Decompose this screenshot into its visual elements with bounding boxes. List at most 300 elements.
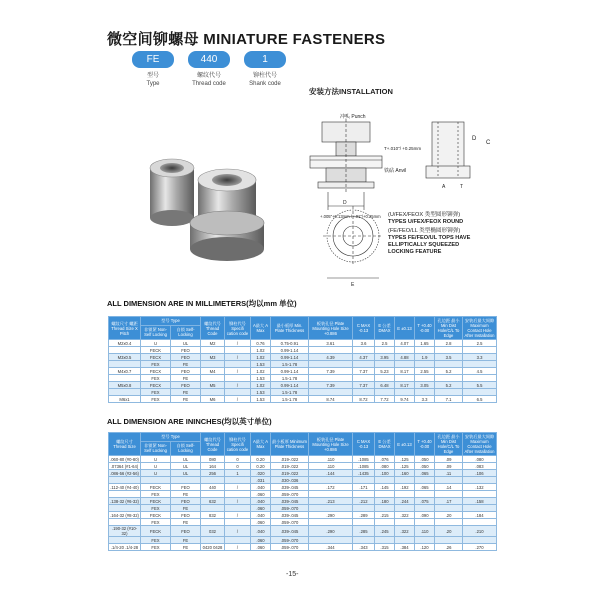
table-cell: FEO [171,382,201,389]
table-cell [309,347,353,354]
table-cell [463,361,497,368]
table-cell [201,389,225,396]
fastener-left [150,159,194,226]
table-cell [395,519,415,526]
table-cell: 0.99-1.14 [271,368,309,375]
table-cell: .110 [309,463,353,470]
table-cell [225,375,251,382]
table-row [109,526,497,537]
table-cell: .289 [353,512,375,519]
table-cell: 1.53 [251,361,271,368]
table-cell: FE [171,519,201,526]
table-cell: .138-32 (#6-32) [110,498,139,504]
table-cell: .039-.045 [271,526,309,537]
table-cell: .040 [251,498,271,505]
table-cell: .120 [415,544,435,551]
table-cell [435,519,463,526]
table-cell [225,537,251,544]
table-cell [463,375,497,382]
table-row [109,470,497,477]
table-row [109,361,497,368]
table-cell [109,375,141,382]
table-cell [375,491,395,498]
table-cell [415,537,435,544]
table-cell: 7.1 [435,396,463,403]
table-cell: FEO [171,347,201,354]
code-pill: FE [132,51,174,68]
table-cell: FEX [141,491,171,498]
table-cell: 9.74 [395,396,415,403]
table-cell: 440 [201,484,225,491]
table-cell: 632 [201,498,225,505]
table-cell: .060 [251,537,271,544]
table-cell: FE [171,544,201,551]
table-cell [109,491,141,498]
table-cell: 7.39 [309,368,353,375]
table-cell: .059-.070 [271,519,309,526]
table-cell: FEO [171,512,201,519]
table-cell: .086-56 (#2-56) [110,470,139,476]
table-cell [201,361,225,368]
table-cell: .100 [375,470,395,477]
table-cell: .059-.070 [271,544,309,551]
table-cell: .031 [251,477,271,484]
table-cell [109,519,141,526]
table-cell: M5 [201,382,225,389]
table-cell [201,519,225,526]
table-cell: / [225,544,251,551]
table-cell: / [225,354,251,361]
table-cell: .065 [415,484,435,491]
table-cell: .210 [463,526,497,537]
table-cell: FECK [141,347,171,354]
installation-title: 安装方法INSTALLATION [309,87,393,96]
table-cell [435,491,463,498]
table-cell: 4.37 [353,354,375,361]
table-cell: 3.3 [415,396,435,403]
table-cell: M5x0.8 [109,382,141,389]
table-cell: FEX [141,519,171,526]
table-cell [435,347,463,354]
table-cell [463,347,497,354]
table-cell: 2.5 [375,340,395,347]
d-tolerance-label: +.005"+0.13mm / -.01"/+0.25mm [320,214,381,219]
page-number: -15- [286,571,299,578]
table-cell [353,361,375,368]
table-row [109,463,497,470]
table-cell: 2.5 [463,340,497,347]
table-cell: .190-32 (#10-32) [109,526,141,537]
table-cell: 2.8 [435,340,463,347]
table-row [109,544,497,551]
table-cell: 1 [225,470,251,477]
table-cell: M3x0.5 [109,354,141,361]
table-cell [415,389,435,396]
table-cell [435,537,463,544]
table-cell: .1085 [353,463,375,470]
table-cell: .244 [395,498,415,505]
table-cell [201,491,225,498]
table-cell: FECX [141,368,171,375]
table-cell: .125 [395,456,415,463]
table-cell: .019-.022 [271,470,309,477]
table-cell [109,477,141,484]
table-cell: FECK [141,484,171,491]
table-cell: FE [171,389,201,396]
table-cell: UL [171,463,201,470]
table-cell: .060-80 (#0-80) [110,456,139,462]
table-cell: 8.74 [309,396,353,403]
table-cell: U [141,463,171,470]
table-cell [435,477,463,484]
anvil-label: 铁砧 Anvil [384,168,407,174]
table-cell [463,505,497,512]
table-cell [463,491,497,498]
table-cell [353,537,375,544]
table-cell [435,389,463,396]
table-cell [225,477,251,484]
code-shank: 1 铆柱代号 Shank code [244,51,286,88]
table-cell [353,375,375,382]
table-cell: .11 [435,470,463,477]
table-cell: M4x0.7 [109,368,141,375]
table-cell: .290 [309,512,353,519]
table-cell: .1435 [353,470,375,477]
table-cell [395,347,415,354]
table-cell: .065 [415,470,435,477]
table-cell: FE [171,375,201,382]
table-cell: FEX [141,505,171,512]
table-cell: UL [171,340,201,347]
table-cell: FEX [141,389,171,396]
table-row [109,491,497,498]
table-cell: 4.39 [309,354,353,361]
table-cell: .245 [375,526,395,537]
table-cell [415,505,435,512]
table-cell: 0.20 [251,456,271,463]
table-cell [141,477,171,484]
types-round-note: (U/FEX/FEOX 类型圆形铆弹) TYPES U/FEX/FEOX ROUND [388,212,464,225]
table-row [109,498,497,505]
table-cell: 8.17 [395,382,415,389]
table-cell: .059-.070 [271,537,309,544]
code-pill: 1 [244,51,286,68]
table-cell: / [225,396,251,403]
part-code-legend [132,51,286,88]
table-cell [225,505,251,512]
table-cell: 6.48 [375,382,395,389]
table-cell: 1.9 [415,354,435,361]
table-cell [353,519,375,526]
table-row [109,519,497,526]
table-cell: .059-.070 [271,491,309,498]
table-cell: .110 [309,456,353,463]
section-title-mm: ALL DIMENSION ARE IN MILLIMETERS(均以mm 单位) [107,299,297,308]
table-cell: 8.17 [395,368,415,375]
table-cell [109,347,141,354]
table-cell: .030-.036 [271,477,309,484]
dim-e: E [351,282,355,288]
table-cell: .039-.045 [271,484,309,491]
table-cell: 1.53 [251,396,271,403]
table-cell: FEX [141,396,171,403]
table-row [109,389,497,396]
table-cell: .17 [435,498,463,505]
table-cell: .160 [395,470,415,477]
table-cell [309,519,353,526]
table-cell [395,537,415,544]
table-cell [375,347,395,354]
table-cell: 832 [201,512,225,519]
table-cell: 3.3 [463,354,497,361]
table-cell [201,347,225,354]
code-type: FE 型号 Type [132,51,174,88]
punch-label: 冲头 Punch [340,114,366,120]
table-row [109,477,497,484]
table-cell: 7.37 [353,382,375,389]
table-cell: .080 [463,456,497,463]
table-cell: 8.72 [353,396,375,403]
table-cell: .20 [435,512,463,519]
table-cell: FECK [141,498,171,505]
table-cell [109,389,141,396]
table-cell [415,477,435,484]
table-cell [171,477,201,484]
table-cell: .158 [463,498,497,505]
table-cell [109,361,141,368]
table-cell [353,505,375,512]
table-cell: 5.5 [463,382,497,389]
table-cell: 256 [201,470,225,477]
table-cell: .343 [353,544,375,551]
table-row [109,347,497,354]
table-cell: .020 [251,470,271,477]
table-cell: M2x0.4 [109,340,141,347]
table-cell: 3.61 [309,340,353,347]
table-cell: / [225,484,251,491]
table-cell: .212 [353,498,375,505]
table-cell [395,375,415,382]
table-cell [375,505,395,512]
dim-t: T [460,184,464,190]
table-cell [309,389,353,396]
table-cell: .09 [435,463,463,470]
table-cell: / [225,340,251,347]
page-title: 微空间铆螺母 MINIATURE FASTENERS [107,31,386,48]
table-cell: .1085 [353,456,375,463]
table-cell: 3.95 [375,354,395,361]
table-cell: .14 [435,484,463,491]
fastener-right [190,169,264,261]
table-cell: M6 [201,396,225,403]
table-cell: M4 [201,368,225,375]
table-row [109,484,497,491]
table-cell: 4.5 [463,368,497,375]
table-cell: .285 [353,526,375,537]
table-cell: .315 [375,544,395,551]
table-cell: 1.02 [251,368,271,375]
table-cell: .07364 (#1-64) [109,463,141,470]
table-cell: .106 [463,470,497,477]
table-cell: 0.99-1.14 [271,347,309,354]
table-cell: 1.5-1.78 [271,396,309,403]
table-cell: .060 [251,519,271,526]
code-thread: 440 螺纹代号 Thread code [188,51,230,88]
inch-dimension-table: 螺纹尺寸 Thread Size 型号 Type 螺纹代号 Thread Code 铆柱代号 Specifi cation code A最大 A Max 最小板厚 Minimum Plate Thickness 板装孔径 Plate Mounting Hole Size +0.886 C MAX -0.13 E 公差 DMAX E ±0.13 T +0.40 -0.00 孔边距 最小 Min Dist Hole/C/L To Edge 安装后最大间隙 Maximum Contact Hole After Installation 非锁紧 Non-Self Locking 自锁 Self-Locking .060-80 (#0-80) U UL 080 0 0.20 .019-.022 .110 .1085 .076 .125 .050 .09 .080 .07364 (#1-64) U UL 164 0 0.20 .019-.022 .110 .1085 .080 .125 .050 .09 .083 .086-56 (#2-56) U UL 256 1 .020 .019-.022 .144 .1435 .100 .160 .065 .11 .106 .031 .030-.036 .112-40 (#4-40) FECK FEO 440 / .040 .039-.045 .172 .171 .145 .192 .065 .14 .132 FEX FE .060 .059-.070 .138-32 (#6-32) FECK FEO 632 / .040 .039-.045 .213 .212 .180 .244 .075 .17 .158 FEX FE .060 .059-.070 .164-32 (#8-32) FECK FEO 832 / .040 .039-.045 .290 .289 .215 .322 .090 .20 .184 FEX FE .060 .059-.070 .190-32 (#10-32) FECK FEO 032 / .040 .039-.045 .290 .285 .245 .322 .110 .20 .210 FEX FE .060 .059-.070 .1/4-20 .1/4-28 FEX FE 0420 0428 / .060 .059-.070 .344 .343 .315 .384 .120 .26 .270 [110,434,495,550]
table-cell: .060 [251,544,271,551]
section-title-in: ALL DIMENSION ARE ININCHES(均以英寸单位) [107,417,272,426]
table-cell [435,505,463,512]
table-cell: 3.5 [435,354,463,361]
table-cell: 3.6 [353,340,375,347]
table-cell: .322 [395,526,415,537]
table-cell: 5.2 [435,368,463,375]
table-cell: 0.75-0.91 [271,340,309,347]
table-cell [463,389,497,396]
table-cell: .125 [395,463,415,470]
table-cell [375,389,395,396]
table-cell [395,477,415,484]
table-cell: .060 [251,505,271,512]
table-cell [225,491,251,498]
table-cell: M2 [201,340,225,347]
table-cell [309,537,353,544]
table-cell [395,505,415,512]
table-cell: .172 [309,484,353,491]
table-cell: FEX [141,537,171,544]
d-label: D [343,200,347,206]
table-row [109,505,497,512]
table-cell: .112-40 (#4-40) [110,484,139,490]
table-cell: .040 [251,484,271,491]
table-cell [415,347,435,354]
table-cell: .290 [309,526,353,537]
table-cell: .076 [375,456,395,463]
table-cell: .384 [395,544,415,551]
table-cell: 4.88 [395,354,415,361]
table-cell [353,347,375,354]
table-cell: .059-.070 [271,505,309,512]
table-cell: 1.53 [251,375,271,382]
table-cell [463,519,497,526]
table-cell: UL [171,470,201,477]
table-row [109,368,497,375]
table-cell [463,537,497,544]
table-cell: .039-.045 [271,498,309,505]
table-row [109,396,497,403]
table-cell: 5.23 [375,368,395,375]
table-cell: .144 [309,470,353,477]
table-cell: .213 [309,498,353,505]
table-cell: 7.37 [353,368,375,375]
dim-c: C [486,140,491,146]
table-cell: / [225,382,251,389]
table-cell: FEX [141,544,171,551]
table-cell: U [141,470,171,477]
table-cell: FE [171,505,201,512]
table-cell: U [141,340,171,347]
table-cell [375,477,395,484]
table-row [109,537,497,544]
table-cell: .080 [375,463,395,470]
table-cell: 1.5-1.78 [271,389,309,396]
table-cell [353,389,375,396]
table-cell: .180 [375,498,395,505]
mm-dimension-table: 螺纹尺寸 螺距 Thread Size X Pitch 型号 Type 螺纹代号 Thread Code 铆柱代号 Specifi cation code A最大 A Max 最小板厚 Min. Plate Thickness 板装孔径 Plate Mounting Hole Size +0.886 C MAX -0.13 E 公差 DMAX E ±0.13 T +0.40 -0.00 孔边距 最小 Min Dist Hole/C/L To Edge 安装后最大间隙 Maximum Contact Hole After Installation 非锁紧 Non-Self Locking 自锁 Self-Locking M2x0.4 U UL M2 / 0.76 0.75-0.91 3.61 3.6 2.5 4.07 1.65 2.8 2.5 FECK FEO 1.02 0.99-1.14 M3x0.5 FECX FEO M3 / 1.02 0.99-1.14 4.39 4.37 3.95 4.88 1.9 3.5 3.3 FEX FE 1.53 1.5-1.78 M4x0.7 FECX FEO M4 / 1.02 0.99-1.14 7.39 7.37 5.23 8.17 2.55 5.2 4.5 FEX FE 1.53 1.5-1.78 M5x0.8 FECX FEO M5 / 1.02 0.99-1.14 7.39 7.37 6.48 8.17 3.05 5.2 5.5 FEX FE 1.53 1.5-1.78 M6x1 FEX FE M6 / 1.53 1.5-1.78 8.74 8.72 7.72 9.74 3.3 7.1 6.5 [108,316,497,403]
table-cell [395,361,415,368]
table-cell [201,537,225,544]
table-cell: .050 [415,463,435,470]
table-cell: FE [171,491,201,498]
table-cell: FEO [171,526,201,537]
table-cell [375,361,395,368]
code-pill: 440 [188,51,230,68]
table-cell: 0.99-1.14 [271,382,309,389]
table-cell: .060 [251,491,271,498]
table-cell: .039-.045 [271,512,309,519]
inch-table-body [109,456,497,551]
table-cell: FE [171,361,201,368]
table-cell: / [225,526,251,537]
table-cell [415,519,435,526]
table-cell [415,375,435,382]
table-cell: 1.02 [251,382,271,389]
table-cell: 0 [225,463,251,470]
table-cell [395,389,415,396]
table-cell [225,389,251,396]
table-cell: 164 [201,463,225,470]
table-cell: 0 [225,456,251,463]
table-row [109,456,497,463]
table-cell: .050 [415,456,435,463]
table-cell [415,361,435,368]
table-cell: FEX [141,361,171,368]
table-cell: M3 [201,354,225,361]
table-cell: FECX [141,382,171,389]
table-cell: .215 [375,512,395,519]
dim-d: D [472,136,477,142]
table-cell: FECK [141,512,171,519]
table-cell [309,505,353,512]
table-cell: .040 [251,526,271,537]
table-cell: .145 [375,484,395,491]
table-cell: .322 [395,512,415,519]
table-cell: FEO [171,484,201,491]
table-cell [309,491,353,498]
table-cell: FEO [171,498,201,505]
table-cell [353,491,375,498]
table-cell: .110 [415,526,435,537]
table-cell: FEO [171,354,201,361]
table-cell: .040 [251,512,271,519]
table-cell: .192 [395,484,415,491]
table-cell: FECK [141,526,171,537]
table-cell [415,491,435,498]
table-cell: .1/4-20 .1/4-28 [109,544,141,551]
table-cell: 4.07 [395,340,415,347]
table-cell: 2.55 [415,368,435,375]
table-cell: FE [171,396,201,403]
table-row [109,354,497,361]
table-row [109,375,497,382]
table-cell: 0.20 [251,463,271,470]
table-row [109,340,497,347]
table-cell: 5.2 [435,382,463,389]
types-squeezed-note: (FE/FEO/LL 类型椭圆形铆弹) TYPES FE/FEO/UL TOPS HAVE ELLIPTICALLY SQUEEZED LOCKING FEATURE [388,228,471,255]
table-cell: .09 [435,456,463,463]
table-cell [395,491,415,498]
table-cell: M6x1 [109,396,141,403]
